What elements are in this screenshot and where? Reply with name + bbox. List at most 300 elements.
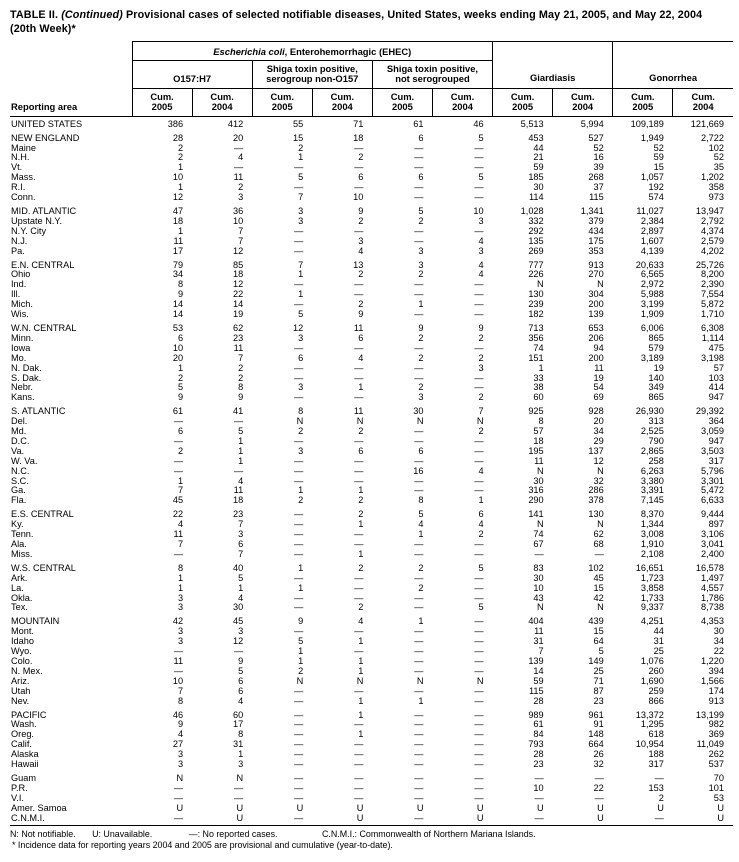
value-cell: —: [354, 183, 364, 193]
value-cell: 378: [588, 496, 604, 506]
reporting-area-cell: Fla.: [11, 496, 27, 506]
value-cell: 1: [238, 583, 244, 593]
value-cell: —: [354, 720, 364, 730]
table-row: [10, 814, 733, 824]
value-cell: 3: [298, 446, 304, 456]
value-cell: 475: [708, 343, 724, 353]
value-cell: 1,733: [640, 593, 664, 603]
value-cell: —: [474, 793, 484, 803]
value-cell: 10: [232, 216, 244, 226]
value-cell: —: [414, 363, 424, 373]
value-cell: —: [414, 710, 424, 720]
value-cell: 6: [177, 333, 184, 343]
value-cell: 9: [478, 323, 484, 333]
value-cell: 102: [588, 563, 604, 573]
table-row: [10, 750, 733, 760]
value-cell: 30: [533, 183, 544, 193]
reporting-area-cell: Wyo.: [11, 647, 32, 657]
reporting-area-cell: La.: [11, 583, 24, 593]
value-cell: 5: [478, 173, 484, 183]
footnote-no-reported-cases: —: No reported cases.: [188, 829, 278, 840]
value-cell: 928: [588, 407, 604, 417]
value-cell: 1: [177, 573, 184, 583]
o157-h7-header: O157:H7: [132, 60, 252, 88]
value-cell: —: [173, 783, 184, 793]
table-row: [10, 740, 733, 750]
value-cell: 11,049: [696, 740, 724, 750]
value-cell: 1: [418, 530, 424, 540]
value-cell: 259: [648, 686, 664, 696]
reporting-area-cell: W.N. CENTRAL: [11, 323, 77, 333]
value-cell: 4: [478, 466, 484, 476]
value-cell: 7,145: [640, 496, 664, 506]
table-row: [10, 603, 733, 613]
value-cell: —: [414, 783, 424, 793]
table-row: [10, 237, 733, 247]
value-cell: 7,554: [701, 290, 724, 300]
value-cell: 8,738: [701, 603, 724, 613]
value-cell: 3,198: [701, 353, 724, 363]
value-cell: —: [474, 456, 484, 466]
value-cell: —: [354, 773, 364, 783]
value-cell: —: [414, 666, 424, 676]
value-cell: 94: [593, 343, 604, 353]
value-cell: 973: [708, 193, 724, 203]
value-cell: 269: [528, 246, 544, 256]
value-cell: —: [414, 236, 424, 246]
value-cell: 8,370: [640, 510, 664, 520]
value-cell: 9,337: [640, 603, 664, 613]
value-cell: —: [474, 773, 484, 783]
value-cell: 55: [293, 118, 304, 129]
value-cell: 53: [713, 793, 724, 803]
reporting-area-cell: Del.: [11, 417, 28, 427]
value-cell: —: [354, 363, 364, 373]
value-cell: 7: [238, 549, 244, 559]
value-cell: —: [414, 153, 424, 163]
value-cell: —: [354, 750, 364, 760]
value-cell: —: [414, 730, 424, 740]
value-cell: N: [176, 773, 184, 783]
reporting-area-cell: Ala.: [11, 540, 27, 549]
value-cell: 18: [232, 496, 244, 506]
value-cell: —: [173, 549, 184, 559]
value-cell: 14: [172, 300, 184, 310]
value-cell: —: [294, 730, 304, 740]
value-cell: 4,374: [701, 226, 724, 236]
value-cell: 4,557: [701, 583, 724, 593]
value-cell: 5: [478, 133, 484, 143]
reporting-area-cell: Mont.: [11, 627, 34, 637]
reporting-area-cell: Okla.: [11, 593, 33, 603]
value-cell: 434: [588, 226, 604, 236]
reporting-area-cell: Pa.: [11, 246, 25, 256]
value-cell: 30: [533, 476, 544, 486]
value-cell: 5,988: [640, 290, 664, 300]
value-cell: —: [354, 466, 364, 476]
value-cell: 11: [173, 656, 184, 666]
shiga-non-o157-line2: serogroup non-O157: [266, 73, 359, 85]
value-cell: 1: [177, 363, 184, 373]
value-cell: —: [294, 373, 304, 383]
value-cell: 3: [418, 393, 424, 403]
table-row: [10, 804, 733, 814]
value-cell: —: [294, 530, 304, 540]
value-cell: —: [234, 647, 244, 657]
reporting-area-cell: S.C.: [11, 476, 29, 486]
table-row: [10, 324, 733, 334]
value-cell: —: [474, 183, 484, 193]
reporting-area-cell: Ariz.: [11, 676, 30, 686]
table-row: [10, 247, 733, 257]
value-cell: 4: [478, 236, 484, 246]
value-cell: 1,295: [640, 720, 664, 730]
value-cell: 2: [298, 427, 304, 437]
value-cell: 2: [478, 393, 484, 403]
value-cell: 1,028: [520, 207, 544, 216]
footnote-asterisk: * Incidence data for reporting years 2004 and 2005 are provisional and cumulative (year-to-date).: [12, 840, 393, 851]
reporting-area-cell: Miss.: [11, 549, 33, 559]
value-cell: 64: [593, 637, 604, 647]
value-cell: —: [354, 280, 364, 290]
cum-column-header-2004: Cum. 2004: [673, 88, 733, 116]
table-title: [10, 9, 733, 23]
value-cell: 1: [358, 549, 364, 559]
value-cell: 17: [232, 720, 244, 730]
value-cell: 2: [358, 496, 364, 506]
value-cell: 7: [478, 407, 484, 417]
value-cell: —: [294, 603, 304, 613]
value-cell: 27: [172, 740, 184, 750]
value-cell: N: [356, 676, 364, 686]
value-cell: 5: [238, 427, 244, 437]
value-cell: 61: [533, 720, 544, 730]
value-cell: U: [717, 813, 724, 823]
title-continued: (Continued): [61, 9, 123, 21]
value-cell: 9: [238, 393, 244, 403]
value-cell: 28: [172, 133, 184, 143]
value-cell: —: [294, 343, 304, 353]
value-cell: 139: [528, 656, 544, 666]
value-cell: 5,994: [580, 118, 604, 129]
value-cell: 270: [588, 270, 604, 280]
value-cell: —: [414, 637, 424, 647]
value-cell: 7: [177, 686, 184, 696]
value-cell: 9: [177, 720, 184, 730]
value-cell: 865: [648, 393, 664, 403]
value-cell: N: [236, 773, 244, 783]
reporting-area-cell: Mo.: [11, 353, 27, 363]
value-cell: 353: [588, 246, 604, 256]
value-cell: —: [354, 740, 364, 750]
table-row: [10, 574, 733, 584]
value-cell: 356: [528, 333, 544, 343]
table-row: [10, 711, 733, 721]
value-cell: N: [597, 603, 604, 613]
shiga-non-o157-header: [252, 60, 372, 88]
reporting-area-cell: Utah: [11, 686, 31, 696]
value-cell: 332: [528, 216, 544, 226]
value-cell: 2: [238, 183, 244, 193]
value-cell: 10: [533, 783, 544, 793]
value-cell: —: [594, 773, 604, 783]
value-cell: 4: [238, 696, 244, 706]
value-cell: 3: [177, 637, 184, 647]
value-cell: 5,796: [701, 466, 724, 476]
reporting-area-cell: W.S. CENTRAL: [11, 563, 76, 573]
value-cell: 304: [588, 290, 604, 300]
value-cell: 5: [598, 647, 604, 657]
value-cell: 1: [358, 710, 364, 720]
value-cell: 394: [708, 666, 724, 676]
value-cell: —: [474, 750, 484, 760]
footnote-unavailable: U: Unavailable.: [92, 829, 153, 840]
value-cell: 4,251: [640, 617, 664, 627]
value-cell: —: [354, 793, 364, 803]
value-cell: 1: [538, 363, 544, 373]
reporting-area-cell: Ky.: [11, 520, 24, 530]
value-cell: 316: [528, 486, 544, 496]
table-row: [10, 520, 733, 530]
reporting-area-cell: Iowa: [11, 343, 31, 353]
value-cell: N: [356, 417, 364, 427]
value-cell: 74: [533, 343, 544, 353]
value-cell: —: [474, 573, 484, 583]
value-cell: 9: [418, 323, 424, 333]
value-cell: 44: [533, 143, 544, 153]
cum-column-header-2004: Cum. 2004: [432, 88, 492, 116]
value-cell: 3,189: [640, 353, 664, 363]
value-cell: —: [173, 813, 184, 823]
value-cell: 3: [478, 216, 484, 226]
value-cell: —: [354, 163, 364, 173]
value-cell: 42: [593, 593, 604, 603]
value-cell: —: [414, 143, 424, 153]
value-cell: —: [474, 647, 484, 657]
value-cell: 7: [238, 226, 244, 236]
value-cell: 2: [658, 793, 664, 803]
value-cell: —: [173, 417, 184, 427]
cum-column-header-2005: Cum. 2005: [252, 88, 312, 116]
value-cell: 19: [232, 310, 244, 320]
table-row: [10, 794, 733, 804]
value-cell: 3,059: [701, 427, 724, 437]
value-cell: 226: [528, 270, 544, 280]
table-row: [10, 116, 733, 129]
value-cell: —: [294, 813, 304, 823]
value-cell: —: [414, 627, 424, 637]
table-row: [10, 496, 733, 506]
value-cell: —: [354, 647, 364, 657]
value-cell: 18: [232, 270, 244, 280]
value-cell: 313: [648, 417, 664, 427]
value-cell: 11: [233, 486, 244, 496]
value-cell: 2: [478, 427, 484, 437]
reporting-area-cell: N. Dak.: [11, 363, 42, 373]
value-cell: 1,690: [640, 676, 664, 686]
value-cell: 103: [708, 373, 724, 383]
value-cell: —: [414, 310, 424, 320]
table-row: [10, 510, 733, 520]
value-cell: 3: [358, 236, 364, 246]
value-cell: —: [474, 593, 484, 603]
value-cell: 130: [588, 510, 604, 520]
value-cell: 6,633: [701, 496, 724, 506]
value-cell: 11: [173, 236, 184, 246]
value-cell: 1: [358, 656, 364, 666]
value-cell: 7: [177, 486, 184, 496]
value-cell: 5: [478, 563, 484, 573]
value-cell: 3: [177, 760, 184, 770]
value-cell: 3: [177, 603, 184, 613]
value-cell: 1: [358, 637, 364, 647]
reporting-area-cell: Ind.: [11, 280, 27, 290]
value-cell: 3: [238, 760, 244, 770]
value-cell: 20,633: [635, 260, 664, 270]
value-cell: 453: [528, 133, 544, 143]
table-row: [10, 594, 733, 604]
value-cell: 12: [593, 456, 604, 466]
reporting-area-cell: NEW ENGLAND: [11, 133, 80, 143]
value-cell: 4: [238, 593, 244, 603]
value-cell: 5,472: [701, 486, 724, 496]
value-cell: —: [294, 593, 304, 603]
value-cell: 151: [528, 353, 544, 363]
value-cell: 9: [177, 393, 184, 403]
shiga-not-serogrouped-header: [372, 60, 492, 88]
value-cell: —: [354, 290, 364, 300]
value-cell: 3: [238, 530, 244, 540]
value-cell: 2,525: [640, 427, 664, 437]
value-cell: —: [474, 193, 484, 203]
value-cell: 3: [478, 363, 484, 373]
value-cell: 57: [533, 427, 544, 437]
value-cell: 3: [238, 627, 244, 637]
reporting-area-cell: Vt.: [11, 163, 23, 173]
value-cell: —: [474, 720, 484, 730]
value-cell: 61: [413, 118, 424, 129]
value-cell: 53: [172, 323, 184, 333]
value-cell: 1: [298, 647, 304, 657]
value-cell: 40: [232, 563, 244, 573]
value-cell: 4: [418, 520, 424, 530]
reporting-area-cell: Ark.: [11, 573, 28, 583]
value-cell: —: [414, 486, 424, 496]
value-cell: —: [414, 549, 424, 559]
table-row: [10, 144, 733, 154]
value-cell: 15: [293, 133, 304, 143]
value-cell: —: [294, 363, 304, 373]
value-cell: 57: [713, 363, 724, 373]
value-cell: 10: [172, 343, 184, 353]
value-cell: 8: [177, 563, 184, 573]
value-cell: 21: [533, 153, 544, 163]
value-cell: 6: [238, 540, 244, 549]
value-cell: —: [474, 373, 484, 383]
value-cell: —: [474, 730, 484, 740]
value-cell: U: [176, 803, 184, 813]
value-cell: 292: [528, 226, 544, 236]
gonorrhea-group-header: Gonorrhea: [613, 41, 733, 88]
value-cell: 7: [298, 193, 304, 203]
value-cell: 60: [533, 393, 544, 403]
table-row: [10, 667, 733, 677]
reporting-area-cell: Tex.: [11, 603, 28, 613]
value-cell: 349: [648, 383, 664, 393]
table-row: [10, 437, 733, 447]
value-cell: 1,202: [701, 173, 724, 183]
value-cell: 14: [172, 310, 184, 320]
value-cell: 1,949: [640, 133, 664, 143]
reporting-area-cell: Mass.: [11, 173, 36, 183]
value-cell: —: [234, 783, 244, 793]
value-cell: 2: [358, 153, 364, 163]
value-cell: 11: [233, 173, 244, 183]
value-cell: —: [294, 300, 304, 310]
value-cell: U: [597, 813, 604, 823]
table-row: [10, 300, 733, 310]
value-cell: 1,710: [701, 310, 724, 320]
value-cell: —: [294, 466, 304, 476]
value-cell: 1: [177, 163, 184, 173]
value-cell: N: [296, 676, 304, 686]
value-cell: 2: [238, 363, 244, 373]
value-cell: 45: [593, 573, 604, 583]
value-cell: 790: [648, 436, 664, 446]
value-cell: 59: [533, 676, 544, 686]
value-cell: 947: [708, 436, 724, 446]
value-cell: 527: [588, 133, 604, 143]
value-cell: 1: [238, 750, 244, 760]
reporting-area-cell: Alaska: [11, 750, 39, 760]
value-cell: 2,390: [701, 280, 724, 290]
value-cell: 2: [418, 583, 424, 593]
value-cell: 1,723: [640, 573, 664, 583]
value-cell: —: [173, 647, 184, 657]
value-cell: 6: [418, 173, 424, 183]
value-cell: —: [414, 647, 424, 657]
reporting-area-cell: E.N. CENTRAL: [11, 260, 75, 270]
reporting-area-cell: R.I.: [11, 183, 26, 193]
value-cell: 10: [533, 583, 544, 593]
value-cell: —: [474, 280, 484, 290]
value-cell: —: [354, 393, 364, 403]
value-cell: 13,372: [635, 710, 664, 720]
value-cell: 114: [529, 193, 544, 203]
ehec-group-header: [132, 41, 493, 60]
value-cell: 1: [238, 436, 244, 446]
table-row: [10, 720, 733, 730]
value-cell: 989: [528, 710, 544, 720]
value-cell: —: [414, 750, 424, 760]
value-cell: —: [354, 530, 364, 540]
value-cell: 1: [418, 300, 424, 310]
value-cell: 15: [593, 583, 604, 593]
footnote-legend: [10, 829, 733, 840]
table-row: [10, 774, 733, 784]
value-cell: 1: [298, 563, 304, 573]
value-cell: 3,858: [640, 583, 664, 593]
value-cell: 2,108: [640, 549, 664, 559]
value-cell: 1: [418, 617, 424, 627]
value-cell: 10,954: [635, 740, 664, 750]
table-row: [10, 486, 733, 496]
value-cell: —: [294, 540, 304, 549]
value-cell: 11: [594, 363, 604, 373]
value-cell: 4: [358, 246, 364, 256]
table-row: [10, 207, 733, 217]
value-cell: 9: [238, 656, 244, 666]
